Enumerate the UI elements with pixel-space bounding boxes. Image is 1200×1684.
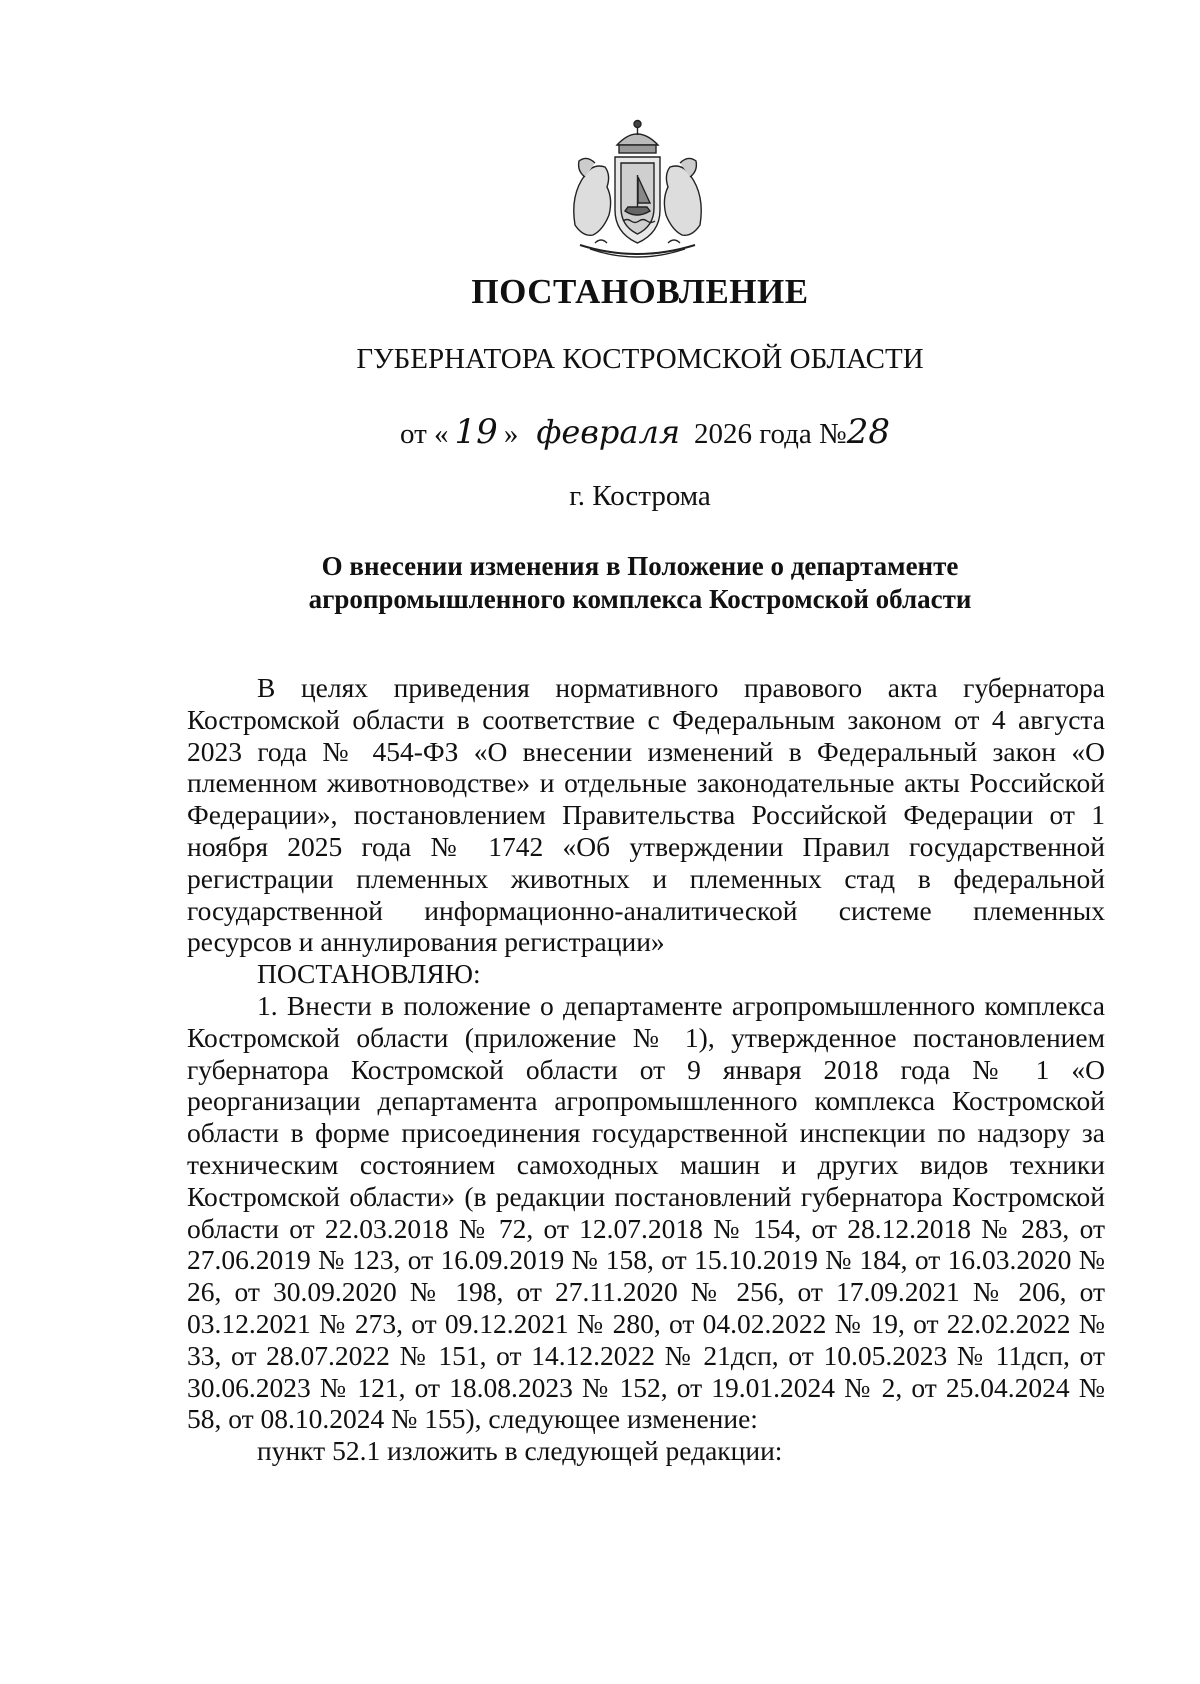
date-close-quote: » [503, 418, 519, 450]
subject-line-2: агропромышленного комплекса Костромской области [308, 584, 972, 614]
decree-word: ПОСТАНОВЛЯЮ: [257, 958, 481, 990]
document-subject [0, 550, 1200, 616]
date-month: февраля [536, 413, 681, 451]
document-city: г. Кострома [569, 480, 711, 512]
item-1-paragraph: 1. Внести в положение о департаменте агропромышленного комплекса Костромской области (приложение № 1), утвержденное постановлением губернатора Костромской области от 9 января 2018 года № 1 «О реорганизации департамента агропромышленного комплекса Костромской области в форме присоединения государственной инспекции по надзору за техническим состоянием самоходных машин и других видов техники Костромской области» (в редакции постановлений губернатора Костромской области от 22.03.2018 № 72, от 12.07.2018 № 154, от 28.12.2018 № 283, от 27.06.2019 № 123, от 16.09.2019 № 158, от 15.10.2019 № 184, от 16.03.2020 № 26, от 30.09.2020 № 198, от 27.11.2020 № 256, от 17.09.2021 № 206, от 03.12.2021 № 273, от 09.12.2021 № 280, от 04.02.2022 № 19, от 22.02.2022 № 33, от 28.07.2022 № 151, от 14.12.2022 № 21дсп, от 10.05.2023 № 11дсп, от 30.06.2023 № 121, от 18.08.2023 № 152, от 19.01.2024 № 2, от 25.04.2024 № 58, от 08.10.2024 № 155), следующее изменение: [187, 989, 1105, 1435]
item-point-paragraph: пункт 52.1 изложить в следующей редакции: [257, 1435, 783, 1467]
document-body [187, 672, 1105, 1467]
preamble-paragraph: В целях приведения нормативного правового акта губернатора Костромской области в соответствие с Федеральным законом от 4 августа 2023 года № 454-ФЗ «О внесении изменений в Федеральный закон «О племенном животноводстве» и отдельные законодательные акты Российской Федерации», постановлением Правительства Российской Федерации от 1 ноября 2025 года № 1742 «Об утверждении Правил государственной регистрации племенных животных и племенных стад в федеральной государственной информационно-аналитической системе племенных ресурсов и аннулирования регистрации» [187, 672, 1105, 958]
document-title: ПОСТАНОВЛЕНИЕ [471, 272, 809, 311]
document-number: 28 [846, 412, 890, 452]
date-prefix: от « [400, 418, 449, 450]
kostroma-coat-of-arms-icon [555, 115, 720, 265]
subject-line-1: О внесении изменения в Положение о департаменте [321, 551, 959, 581]
issuing-authority: ГУБЕРНАТОРА КОСТРОМСКОЙ ОБЛАСТИ [356, 343, 924, 375]
date-year-text: 2026 года № [694, 418, 847, 450]
date-day: 19 [454, 412, 498, 452]
document-date-line [400, 412, 890, 452]
